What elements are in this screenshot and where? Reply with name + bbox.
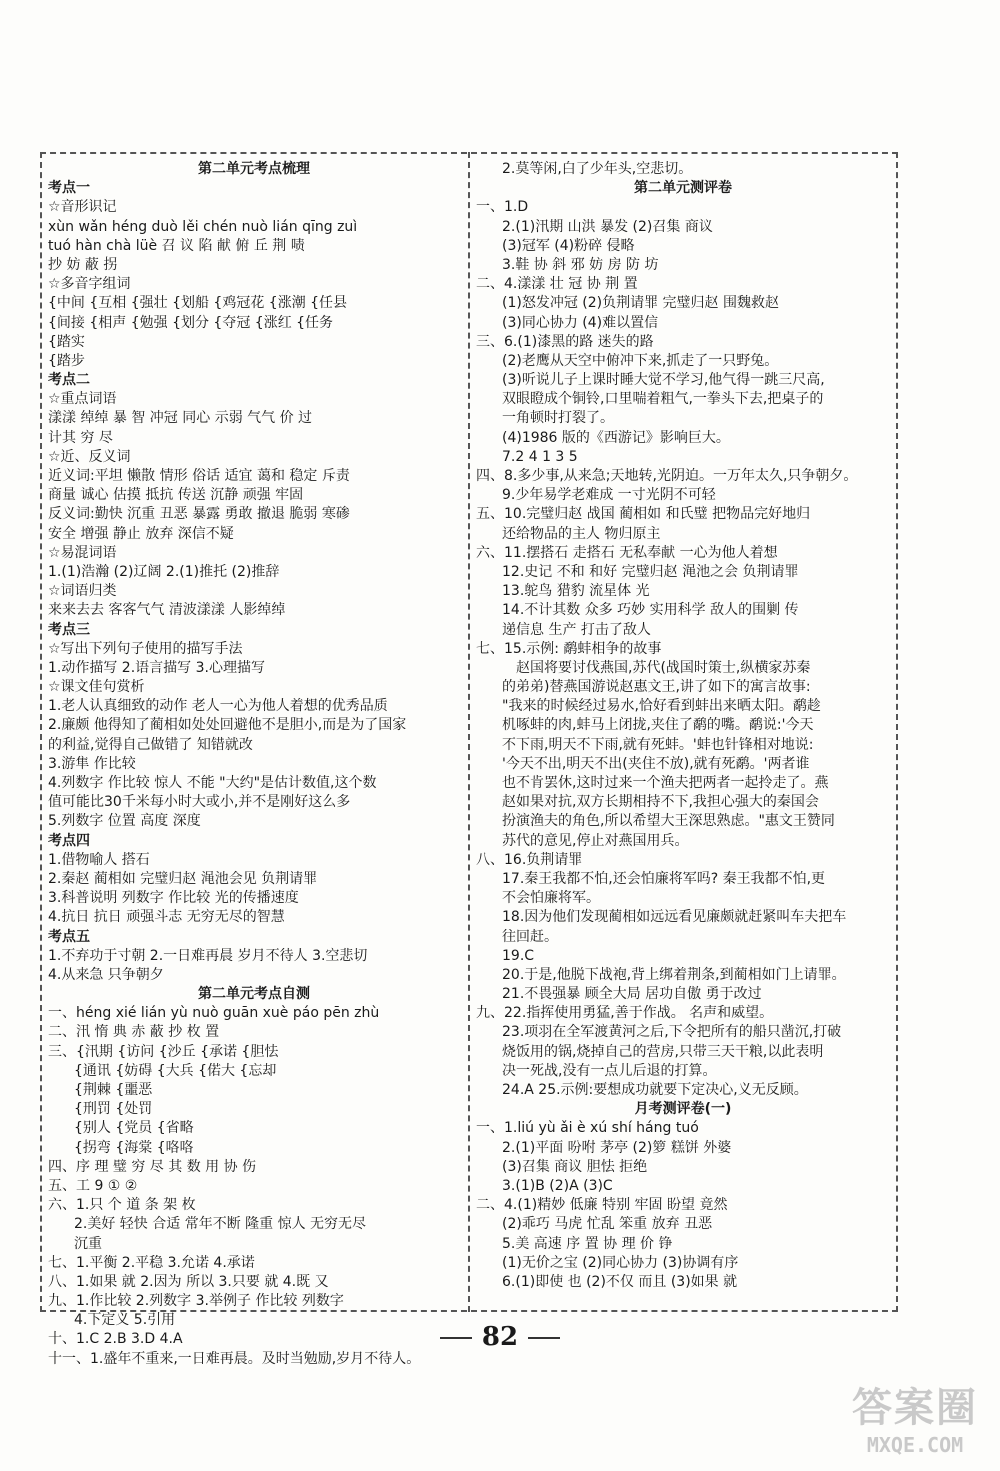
right-column-line: 扮演渔夫的角色,所以希望大王深思熟虑。"惠文王赞同	[502, 813, 835, 830]
right-column-line: 往回赶。	[502, 928, 558, 945]
right-column-line: 双眼瞪成个铜铃,口里喘着粗气,一拳头下去,把桌子的	[502, 391, 824, 408]
right-column-line: 3.(1)B (2)A (3)C	[502, 1177, 613, 1194]
page-number: 82	[481, 1322, 519, 1352]
left-column-line: ☆课文佳句赏析	[48, 679, 145, 696]
left-column-line: {别人 {党员 {省略	[74, 1120, 194, 1137]
left-column-line: ☆词语归类	[48, 583, 117, 600]
right-column-line: 2.(1)汛期 山洪 暴发 (2)召集 商议	[502, 218, 713, 235]
right-column-line: 18.因为他们发现蔺相如远远看见廉颇就赶紧叫车夫把车	[502, 909, 847, 926]
left-column-line: 三、{汛期 {访问 {沙丘 {承诺 {胆怯	[48, 1043, 279, 1060]
left-column-line: ☆写出下列句子使用的描写手法	[48, 640, 243, 657]
right-column-line: 还给物品的主人 物归原主	[502, 525, 661, 542]
left-column-line: 来来去去 客客气气 清波漾漾 人影绰绰	[48, 602, 286, 619]
left-column-line: 1.(1)浩瀚 (2)辽阔 2.(1)推托 (2)推辞	[48, 563, 280, 580]
right-column-line: 17.秦王我都不怕,还会怕廉将军吗? 秦王我都不怕,更	[502, 870, 826, 887]
right-column-line: 13.鸵鸟 猎豹 流星体 光	[502, 583, 650, 600]
left-column-line: 考点一	[48, 180, 90, 197]
right-column-line: 二、4.(1)精妙 低廉 特别 牢固 盼望 竟然	[476, 1197, 728, 1214]
watermark-main: 答案圈	[852, 1385, 978, 1431]
left-column-line: 漾漾 绰绰 暴 智 冲冠 同心 示弱 气气 价 过	[48, 410, 313, 427]
left-column-line: 第二单元考点自测	[198, 986, 310, 1003]
left-column-line: 1.借物喻人 搭石	[48, 851, 150, 868]
page-number-area	[0, 1322, 1000, 1352]
right-column-line: 第二单元测评卷	[634, 180, 732, 197]
left-column-line: 4.下定义 5.引用	[74, 1312, 176, 1329]
left-column-line: 1.动作描写 2.语言描写 3.心理描写	[48, 659, 265, 676]
left-column-line: 计其 穷 尽	[48, 429, 113, 446]
left-column-line: ☆多音字组词	[48, 276, 131, 293]
right-column-line: 赵国将要讨伐燕国,苏代(战国时策士,纵横家苏秦	[516, 659, 811, 676]
left-column-line: 六、1.只 个 道 条 架 枚	[48, 1197, 196, 1214]
right-column-line: 6.(1)即使 也 (2)不仅 而且 (3)如果 就	[502, 1273, 738, 1290]
left-column-line: 二、汛 惰 典 赤 蔽 抄 枚 置	[48, 1024, 220, 1041]
left-column-line: ☆易混词语	[48, 544, 117, 561]
left-column-line: 八、1.如果 就 2.因为 所以 3.只要 就 4.既 又	[48, 1273, 329, 1290]
left-column-line: 考点四	[48, 832, 90, 849]
left-column-line: 考点二	[48, 372, 90, 389]
right-column-line: 八、16.负荆请罪	[476, 851, 583, 868]
left-column-line: {通讯 {妨碍 {大兵 {偌大 {忘却	[74, 1062, 277, 1079]
right-column-line: 苏代的意见,停止对燕国用兵。	[502, 832, 689, 849]
right-column-line: 六、11.摆搭石 走搭石 无私奉献 一心为他人着想	[476, 544, 778, 561]
left-column-line: 4.从来急 只争朝夕	[48, 966, 164, 983]
right-column-line: 20.于是,他脱下战袍,背上绑着荆条,到蔺相如门上请罪。	[502, 966, 846, 983]
right-column-line: 2.莫等闲,白了少年头,空悲切。	[502, 161, 693, 177]
right-column-line: 也不肯罢休,这时过来一个渔夫把两者一起拎走了。燕	[502, 775, 829, 791]
right-column-line: 赵如果对抗,双方长期相持不下,我担心强大的秦国会	[502, 794, 819, 811]
left-column-line: 沉重	[74, 1235, 102, 1252]
right-column-line: 九、22.指挥使用勇猛,善于作战。 名声和威望。	[476, 1005, 774, 1022]
right-column-line: 一、1.D	[476, 199, 529, 216]
right-column-line: 14.不计其数 众多 巧妙 实用科学 敌人的围剿 传	[502, 602, 799, 619]
left-column-line: xùn wǎn héng duò lěi chén nuò lián qīng zuì	[48, 218, 358, 235]
right-column-line: '今天不出,明天不出(夹住不放),就有死鹬。'两者谁	[502, 755, 810, 772]
right-column-line: 不下雨,明天不下雨,就有死蚌。'蚌也针锋相对地说:	[502, 736, 814, 753]
right-column-line: 机啄蚌的肉,蚌马上闭拢,夹住了鹬的嘴。鹬说:'今天	[502, 717, 814, 734]
left-column-line: 2.美好 轻快 合适 常年不断 隆重 惊人 无穷无尽	[74, 1216, 367, 1233]
right-column-line: 五、10.完璧归赵 战国 蔺相如 和氏璧 把物品完好地归	[476, 506, 811, 523]
left-column-line: 近义词:平坦 懒散 情形 俗话 适宜 蔼和 稳定 斥责	[48, 468, 350, 484]
left-column-line: 5.列数字 位置 高度 深度	[48, 813, 201, 830]
left-column-line: {间接 {相声 {勉强 {划分 {夺冠 {涨红 {任务	[48, 314, 334, 331]
page-number-dash-left	[440, 1337, 472, 1339]
left-column-line: 七、1.平衡 2.平稳 3.允诺 4.承诺	[48, 1254, 255, 1271]
right-column-line: 23.项羽在全军渡黄河之后,下令把所有的船只凿沉,打破	[502, 1024, 842, 1041]
left-column-line: 安全 增强 静止 放弃 深信不疑	[48, 525, 234, 542]
left-column-line: 2.秦赵 蔺相如 完璧归赵 渑池会见 负荆请罪	[48, 870, 318, 887]
right-column-line: 12.史记 不和 和好 完璧归赵 渑池之会 负荆请罪	[502, 563, 799, 580]
left-column-line: 考点五	[48, 928, 90, 945]
right-column-line: (2)老鹰从天空中俯冲下来,抓走了一只野兔。	[502, 352, 779, 369]
right-column-line: 一、1.liú yù ǎi è xú shí háng tuó	[476, 1120, 699, 1137]
right-column-line: 的弟弟)替燕国游说赵惠文王,讲了如下的寓言故事:	[502, 679, 811, 696]
left-column-line: 四、序 理 璧 穷 尽 其 数 用 协 伤	[48, 1158, 257, 1175]
left-column-line: 商量 诚心 估摸 抵抗 传送 沉静 顽强 牢固	[48, 487, 304, 504]
right-column-line: (4)1986 版的《西游记》影响巨大。	[502, 429, 730, 446]
left-column-line: 反义词:勤快 沉重 丑恶 暴露 勇敢 撤退 脆弱 寒碜	[48, 506, 350, 523]
left-column-line: 3.游隼 作比较	[48, 755, 136, 772]
right-column-line: 一角顿时打裂了。	[502, 410, 614, 427]
right-column-line: 5.美 高速 序 置 协 理 价 铮	[502, 1235, 673, 1252]
page-number-dash-right	[528, 1337, 560, 1339]
left-column-line: 十一、1.盛年不重来,一日难再晨。及时当勉励,岁月不待人。	[48, 1350, 421, 1367]
watermark	[852, 1376, 978, 1457]
left-column-line: ☆近、反义词	[48, 448, 131, 465]
right-column-line: (1)无价之宝 (2)同心协力 (3)协调有序	[502, 1254, 739, 1271]
right-column-line: 不会怕廉将军。	[502, 890, 600, 907]
right-column-line: 3.鞋 协 斜 邪 妨 房 防 坊	[502, 256, 659, 273]
left-column-line: 第二单元考点梳理	[198, 161, 310, 177]
right-column-line: (3)召集 商议 胆怯 拒绝	[502, 1158, 648, 1175]
left-column-line: 的利益,觉得自己做错了 知错就改	[48, 736, 253, 753]
watermark-url: MXQE.COM	[866, 1433, 964, 1457]
left-column-line: 1.老人认真细致的动作 老人一心为他人着想的优秀品质	[48, 698, 388, 715]
right-column-line: (3)同心协力 (4)难以置信	[502, 314, 659, 331]
right-column	[476, 160, 890, 1292]
left-column-line: ☆音形识记	[48, 199, 117, 216]
right-column-line: 七、15.示例: 鹬蚌相争的故事	[476, 640, 662, 657]
left-column-line: 1.不弃功于寸朝 2.一日难再晨 岁月不待人 3.空悲切	[48, 947, 368, 964]
right-column-line: (2)乖巧 马虎 忙乱 笨重 放弃 丑恶	[502, 1216, 713, 1233]
right-column-line: 24.A 25.示例:要想成功就要下定决心,义无反顾。	[502, 1082, 808, 1098]
left-column-line: 考点三	[48, 621, 90, 638]
left-column-line: 2.廉颇 他得知了蔺相如处处回避他不是胆小,而是为了国家	[48, 717, 407, 734]
right-column-line: 月考测评卷(一)	[634, 1101, 732, 1118]
right-column-line: 三、6.(1)漆黑的路 迷失的路	[476, 333, 654, 350]
right-column-line: 21.不畏强暴 顾全大局 居功自傲 勇于改过	[502, 986, 762, 1003]
right-column-line: 递信息 生产 打击了敌人	[502, 621, 651, 638]
right-column-line: 决一死战,没有一点儿后退的打算。	[502, 1062, 717, 1079]
right-column-line: "我来的时候经过易水,恰好看到蚌出来晒太阳。鹬趁	[502, 698, 821, 715]
right-column-line: 烧饭用的锅,烧掉自己的营房,只带三天干粮,以此表明	[502, 1043, 824, 1060]
left-column-line: 3.科普说明 列数字 作比较 光的传播速度	[48, 890, 299, 907]
right-column-line: 二、4.漾漾 壮 冠 协 荆 置	[476, 276, 638, 293]
left-column-line: 五、工 9 ① ②	[48, 1177, 138, 1194]
left-column-line: {刑罚 {处罚	[74, 1101, 153, 1118]
left-column-line: 抄 妨 蔽 拐	[48, 256, 118, 273]
left-column-line: {拐弯 {海棠 {咯咯	[74, 1139, 194, 1156]
left-column-line: {荆棘 {噩恶	[74, 1082, 153, 1098]
left-column-line: tuó hàn chà lüè 召 议 陷 献 俯 丘 荆 啧	[48, 237, 305, 254]
right-column-line: 7.2 4 1 3 5	[502, 448, 578, 465]
right-column-line: 四、8.多少事,从来急;天地转,光阴迫。一万年太久,只争朝夕。	[476, 468, 858, 484]
left-column-line: 十、1.C 2.B 3.D 4.A	[48, 1331, 183, 1348]
left-column-line: 4.抗日 抗日 顽强斗志 无穷无尽的智慧	[48, 909, 285, 926]
right-column-line: 19.C	[502, 947, 535, 964]
left-column-line: 九、1.作比较 2.列数字 3.举例子 作比较 列数字	[48, 1293, 344, 1310]
left-column-line: {踏实	[48, 333, 85, 350]
left-column-line: ☆重点词语	[48, 391, 117, 408]
left-column-line: 4.列数字 作比较 惊人 不能 "大约"是估计数值,这个数	[48, 775, 377, 791]
left-column-line: 一、héng xié lián yù nuò guān xuè páo pēn zhù	[48, 1005, 380, 1022]
left-column-line: {踏步	[48, 352, 85, 369]
column-divider	[468, 152, 470, 1312]
left-column-line: {中间 {互相 {强壮 {划船 {鸡冠花 {涨潮 {任县	[48, 295, 348, 312]
left-column	[48, 160, 460, 1369]
left-column-line: 值可能比30千米每小时大或小,并不是刚好这么多	[48, 794, 351, 811]
right-column-line: (1)怒发冲冠 (2)负荆请罪 完璧归赵 围魏救赵	[502, 295, 780, 312]
right-column-line: 2.(1)平面 吩咐 茅亭 (2)箩 糕饼 外婆	[502, 1139, 732, 1156]
right-column-line: (3)冠军 (4)粉碎 侵略	[502, 237, 635, 254]
right-column-line: 9.少年易学老难成 一寸光阴不可轻	[502, 487, 716, 504]
right-column-line: (3)听说儿子上课时睡大觉不学习,他气得一跳三尺高,	[502, 372, 825, 389]
